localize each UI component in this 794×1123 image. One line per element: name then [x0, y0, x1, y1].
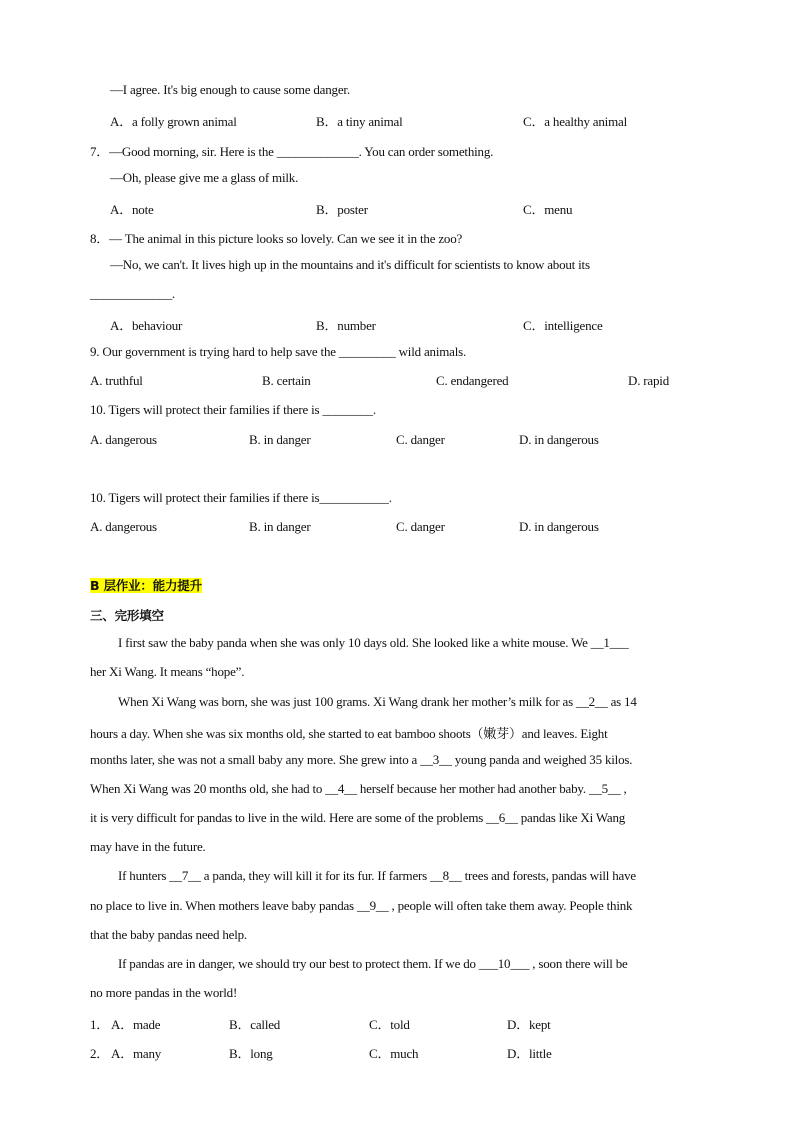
passage-line: If pandas are in danger, we should try our best to protect them. If we do ___10___ , soon there will be	[118, 956, 628, 971]
cloze-blank-6: __6__	[486, 810, 518, 825]
q10a-option-a: A. dangerous	[90, 432, 157, 447]
q8-option-b: B．number	[316, 318, 376, 333]
q10a-option-d: D. in dangerous	[519, 432, 599, 447]
passage-line: hours a day. When she was six months old, she started to eat bamboo shoots（嫩芽）and leaves. Eight	[90, 726, 608, 741]
cloze-blank-4: __4__	[325, 781, 357, 796]
section-heading: B 层作业：能力提升	[90, 578, 202, 593]
passage-line: that the baby pandas need help.	[90, 927, 247, 942]
passage-line: no place to live in. When mothers leave baby pandas __9__ , people will often take them away. People think	[90, 898, 633, 913]
cloze-q2-option-c: C．much	[369, 1046, 419, 1061]
q10b-option-a: A. dangerous	[90, 519, 157, 534]
passage-line: When Xi Wang was 20 months old, she had to __4__ herself because her mother had another baby. __5__ ,	[90, 781, 627, 796]
q6-option-b: B．a tiny animal	[316, 114, 403, 129]
q7-question: 7．—Good morning, sir. Here is the _____________. You can order something.	[90, 144, 494, 159]
q6-option-c: C．a healthy animal	[523, 114, 627, 129]
cloze-q2-option-a: A．many	[111, 1046, 162, 1061]
q9-question: 9. Our government is trying hard to help save the _________ wild animals.	[90, 344, 467, 359]
passage-line: it is very difficult for pandas to live in the wild. Here are some of the problems __6__ pandas like Xi Wang	[90, 810, 626, 825]
q10a-question: 10. Tigers will protect their families if there is ________.	[90, 402, 376, 417]
cloze-q2-number: 2．	[90, 1046, 110, 1061]
q10b-blank: ___________	[319, 490, 389, 505]
cloze-blank-3: __3__	[420, 752, 452, 767]
q8-option-c: C．intelligence	[523, 318, 603, 333]
cloze-blank-5: __5__	[588, 781, 621, 796]
cloze-blank-7: __7__	[169, 868, 201, 883]
q7-dialog-b: —Oh, please give me a glass of milk.	[110, 170, 299, 185]
cloze-q1-option-c: C．told	[369, 1017, 410, 1032]
q9-option-a: A. truthful	[90, 373, 143, 388]
q6-option-a: A．a folly grown animal	[110, 114, 237, 129]
cloze-blank-2: __2__	[576, 694, 608, 709]
q8-blank: _____________.	[90, 286, 175, 301]
cloze-q1-option-a: A．made	[111, 1017, 161, 1032]
q10b-option-c: C. danger	[396, 519, 445, 534]
q8-dialog-b: —No, we can't. It lives high up in the mountains and it's difficult for scientists to know about its	[110, 257, 590, 272]
q10a-blank: ________	[322, 402, 373, 417]
q7-option-a: A．note	[110, 202, 154, 217]
q9-blank: _________	[338, 344, 396, 359]
q8-option-a: A．behaviour	[110, 318, 183, 333]
q9-option-d: D. rapid	[628, 373, 669, 388]
passage-line: her Xi Wang. It means “hope”.	[90, 664, 245, 679]
q9-option-c: C. endangered	[436, 373, 509, 388]
passage-line: may have in the future.	[90, 839, 206, 854]
passage-line: I first saw the baby panda when she was only 10 days old. She looked like a white mouse. We __1___	[118, 635, 629, 650]
passage-line: When Xi Wang was born, she was just 100 grams. Xi Wang drank her mother’s milk for as __2__ as 14	[118, 694, 637, 709]
q10b-question: 10. Tigers will protect their families if there is___________.	[90, 490, 392, 505]
passage-line: months later, she was not a small baby any more. She grew into a __3__ young panda and weighed 35 kilos.	[90, 752, 633, 767]
section-subheading: 三、完形填空	[90, 608, 164, 623]
q10a-option-b: B. in danger	[249, 432, 311, 447]
cloze-q1-option-b: B．called	[229, 1017, 281, 1032]
cloze-blank-1: __1___	[590, 635, 629, 650]
q10b-option-b: B. in danger	[249, 519, 311, 534]
q10b-option-d: D. in dangerous	[519, 519, 599, 534]
passage-line: If hunters __7__ a panda, they will kill it for its fur. If farmers __8__ trees and forests, pandas will have	[118, 868, 636, 883]
cloze-q2-option-b: B．long	[229, 1046, 273, 1061]
cloze-blank-8: __8__	[430, 868, 462, 883]
cloze-q1-number: 1．	[90, 1017, 110, 1032]
cloze-q1-option-d: D．kept	[507, 1017, 551, 1032]
passage-line: no more pandas in the world!	[90, 985, 238, 1000]
cloze-blank-9: __9__	[356, 898, 389, 913]
q10a-option-c: C. danger	[396, 432, 445, 447]
q8-dialog-a: 8．— The animal in this picture looks so lovely. Can we see it in the zoo?	[90, 231, 463, 246]
q6-dialog-b: —I agree. It's big enough to cause some danger.	[110, 82, 350, 97]
q7-option-c: C．menu	[523, 202, 573, 217]
q7-blank: _____________	[276, 144, 359, 159]
q9-option-b: B. certain	[262, 373, 311, 388]
cloze-blank-10: ___10___	[478, 956, 530, 971]
cloze-q2-option-d: D．little	[507, 1046, 552, 1061]
q7-option-b: B．poster	[316, 202, 368, 217]
